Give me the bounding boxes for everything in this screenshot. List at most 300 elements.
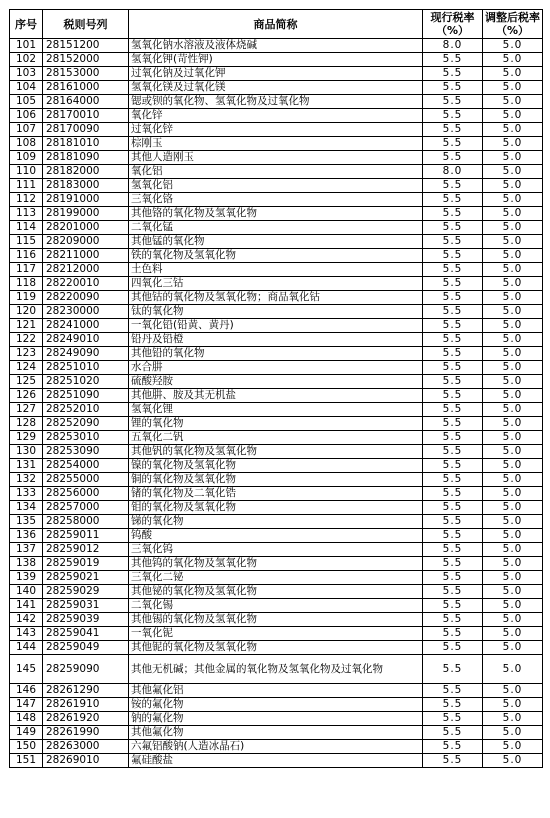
row-adjusted-rate: 5.0	[483, 361, 543, 375]
row-tariff-code: 28209000	[43, 235, 129, 249]
row-adjusted-rate: 5.0	[483, 207, 543, 221]
table-row	[10, 179, 543, 193]
row-adjusted-rate: 5.0	[483, 417, 543, 431]
table-row	[10, 193, 543, 207]
row-product-name: 锶或钡的氧化物、氢氧化物及过氧化物	[129, 95, 423, 109]
row-tariff-code: 28170010	[43, 109, 129, 123]
table-header-row	[10, 10, 543, 39]
row-tariff-code: 28151200	[43, 39, 129, 53]
row-current-rate: 5.5	[423, 473, 483, 487]
row-index: 128	[10, 417, 43, 431]
row-product-name: 氧化铝	[129, 165, 423, 179]
row-product-name: 铁的氧化物及氢氧化物	[129, 249, 423, 263]
row-adjusted-rate: 5.0	[483, 585, 543, 599]
row-tariff-code: 28259021	[43, 571, 129, 585]
row-adjusted-rate: 5.0	[483, 81, 543, 95]
table-row	[10, 165, 543, 179]
row-tariff-code: 28152000	[43, 53, 129, 67]
row-product-name: 氢氧化钾(苛性钾)	[129, 53, 423, 67]
row-index: 147	[10, 698, 43, 712]
row-current-rate: 5.5	[423, 613, 483, 627]
row-adjusted-rate: 5.0	[483, 95, 543, 109]
row-product-name: 土色料	[129, 263, 423, 277]
row-tariff-code: 28259019	[43, 557, 129, 571]
row-adjusted-rate: 5.0	[483, 235, 543, 249]
table-row	[10, 655, 543, 684]
row-product-name: 其他锰的氧化物	[129, 235, 423, 249]
row-adjusted-rate: 5.0	[483, 571, 543, 585]
row-current-rate: 5.5	[423, 655, 483, 684]
row-current-rate: 8.0	[423, 165, 483, 179]
row-adjusted-rate: 5.0	[483, 305, 543, 319]
row-index: 123	[10, 347, 43, 361]
row-current-rate: 5.5	[423, 375, 483, 389]
row-product-name: 其他铌的氧化物及氢氧化物	[129, 641, 423, 655]
table-row	[10, 459, 543, 473]
table-row	[10, 81, 543, 95]
row-product-name: 其他铋的氧化物及氢氧化物	[129, 585, 423, 599]
row-product-name: 三氧化钨	[129, 543, 423, 557]
row-current-rate: 5.5	[423, 179, 483, 193]
row-current-rate: 5.5	[423, 585, 483, 599]
row-index: 101	[10, 39, 43, 53]
row-adjusted-rate: 5.0	[483, 53, 543, 67]
row-index: 114	[10, 221, 43, 235]
row-current-rate: 5.5	[423, 445, 483, 459]
row-current-rate: 5.5	[423, 389, 483, 403]
row-adjusted-rate: 5.0	[483, 515, 543, 529]
row-product-name: 其他肼、胺及其无机盐	[129, 389, 423, 403]
row-adjusted-rate: 5.0	[483, 445, 543, 459]
row-adjusted-rate: 5.0	[483, 641, 543, 655]
row-product-name: 锗的氧化物及二氧化锆	[129, 487, 423, 501]
row-tariff-code: 28259039	[43, 613, 129, 627]
row-index: 112	[10, 193, 43, 207]
row-tariff-code: 28253010	[43, 431, 129, 445]
row-current-rate: 5.5	[423, 543, 483, 557]
row-index: 145	[10, 655, 43, 684]
row-current-rate: 5.5	[423, 361, 483, 375]
row-current-rate: 5.5	[423, 599, 483, 613]
row-tariff-code: 28249090	[43, 347, 129, 361]
row-current-rate: 5.5	[423, 151, 483, 165]
row-index: 110	[10, 165, 43, 179]
row-current-rate: 5.5	[423, 571, 483, 585]
table-row	[10, 754, 543, 768]
row-index: 122	[10, 333, 43, 347]
row-adjusted-rate: 5.0	[483, 291, 543, 305]
row-current-rate: 5.5	[423, 95, 483, 109]
row-current-rate: 5.5	[423, 557, 483, 571]
row-adjusted-rate: 5.0	[483, 67, 543, 81]
row-index: 133	[10, 487, 43, 501]
row-adjusted-rate: 5.0	[483, 501, 543, 515]
table-row	[10, 389, 543, 403]
row-index: 118	[10, 277, 43, 291]
row-index: 144	[10, 641, 43, 655]
row-adjusted-rate: 5.0	[483, 754, 543, 768]
table-row	[10, 417, 543, 431]
row-current-rate: 5.5	[423, 740, 483, 754]
row-tariff-code: 28254000	[43, 459, 129, 473]
table-row	[10, 137, 543, 151]
row-product-name: 二氧化锰	[129, 221, 423, 235]
table-row	[10, 109, 543, 123]
row-tariff-code: 28253090	[43, 445, 129, 459]
table-row	[10, 319, 543, 333]
row-index: 105	[10, 95, 43, 109]
row-adjusted-rate: 5.0	[483, 459, 543, 473]
row-tariff-code: 28252010	[43, 403, 129, 417]
table-row	[10, 557, 543, 571]
row-product-name: 氧化锌	[129, 109, 423, 123]
row-product-name: 六氟铝酸钠(人造冰晶石)	[129, 740, 423, 754]
row-index: 117	[10, 263, 43, 277]
row-current-rate: 5.5	[423, 529, 483, 543]
table-row	[10, 431, 543, 445]
row-product-name: 其他钒的氧化物及氢氧化物	[129, 445, 423, 459]
row-adjusted-rate: 5.0	[483, 249, 543, 263]
row-adjusted-rate: 5.0	[483, 109, 543, 123]
row-current-rate: 5.5	[423, 403, 483, 417]
row-product-name: 其他铬的氧化物及氢氧化物	[129, 207, 423, 221]
row-product-name: 锑的氧化物	[129, 515, 423, 529]
row-product-name: 其他铅的氧化物	[129, 347, 423, 361]
row-tariff-code: 28220090	[43, 291, 129, 305]
row-tariff-code: 28211000	[43, 249, 129, 263]
row-index: 109	[10, 151, 43, 165]
row-adjusted-rate: 5.0	[483, 740, 543, 754]
table-row	[10, 487, 543, 501]
row-product-name: 氟硅酸盐	[129, 754, 423, 768]
row-current-rate: 5.5	[423, 333, 483, 347]
row-current-rate: 5.5	[423, 263, 483, 277]
row-product-name: 三氧化铬	[129, 193, 423, 207]
row-tariff-code: 28181010	[43, 137, 129, 151]
row-index: 111	[10, 179, 43, 193]
row-product-name: 硫酸羟胺	[129, 375, 423, 389]
row-adjusted-rate: 5.0	[483, 698, 543, 712]
table-row	[10, 347, 543, 361]
row-index: 141	[10, 599, 43, 613]
table-row	[10, 305, 543, 319]
row-index: 126	[10, 389, 43, 403]
row-current-rate: 5.5	[423, 726, 483, 740]
table-row	[10, 53, 543, 67]
row-index: 135	[10, 515, 43, 529]
row-adjusted-rate: 5.0	[483, 627, 543, 641]
row-adjusted-rate: 5.0	[483, 726, 543, 740]
row-tariff-code: 28191000	[43, 193, 129, 207]
row-adjusted-rate: 5.0	[483, 193, 543, 207]
row-product-name: 四氧化三钴	[129, 277, 423, 291]
row-tariff-code: 28259090	[43, 655, 129, 684]
row-index: 116	[10, 249, 43, 263]
table-row	[10, 263, 543, 277]
row-tariff-code: 28261920	[43, 712, 129, 726]
row-index: 137	[10, 543, 43, 557]
row-tariff-code: 28259041	[43, 627, 129, 641]
row-tariff-code: 28259029	[43, 585, 129, 599]
table-row	[10, 445, 543, 459]
row-current-rate: 5.5	[423, 235, 483, 249]
header-adjusted-rate: 调整后税率（%）	[483, 10, 543, 39]
table-row	[10, 501, 543, 515]
row-current-rate: 5.5	[423, 754, 483, 768]
table-row	[10, 627, 543, 641]
row-index: 131	[10, 459, 43, 473]
row-current-rate: 5.5	[423, 319, 483, 333]
row-tariff-code: 28170090	[43, 123, 129, 137]
row-index: 134	[10, 501, 43, 515]
row-index: 108	[10, 137, 43, 151]
row-adjusted-rate: 5.0	[483, 137, 543, 151]
row-index: 125	[10, 375, 43, 389]
table-row	[10, 712, 543, 726]
table-row	[10, 599, 543, 613]
row-tariff-code: 28161000	[43, 81, 129, 95]
row-current-rate: 5.5	[423, 249, 483, 263]
row-adjusted-rate: 5.0	[483, 487, 543, 501]
row-index: 121	[10, 319, 43, 333]
row-product-name: 钨酸	[129, 529, 423, 543]
row-current-rate: 5.5	[423, 207, 483, 221]
table-row	[10, 684, 543, 698]
row-current-rate: 5.5	[423, 712, 483, 726]
row-tariff-code: 28255000	[43, 473, 129, 487]
row-product-name: 铵的氟化物	[129, 698, 423, 712]
row-tariff-code: 28182000	[43, 165, 129, 179]
table-row	[10, 740, 543, 754]
row-adjusted-rate: 5.0	[483, 529, 543, 543]
row-product-name: 一氧化铅(铅黄、黄丹)	[129, 319, 423, 333]
row-index: 104	[10, 81, 43, 95]
row-index: 107	[10, 123, 43, 137]
row-index: 124	[10, 361, 43, 375]
row-tariff-code: 28259011	[43, 529, 129, 543]
row-index: 146	[10, 684, 43, 698]
table-row	[10, 39, 543, 53]
row-product-name: 钠的氟化物	[129, 712, 423, 726]
row-adjusted-rate: 5.0	[483, 179, 543, 193]
row-index: 129	[10, 431, 43, 445]
row-current-rate: 5.5	[423, 431, 483, 445]
table-row	[10, 641, 543, 655]
table-row	[10, 571, 543, 585]
row-current-rate: 5.5	[423, 417, 483, 431]
row-current-rate: 5.5	[423, 53, 483, 67]
row-product-name: 其他氟化铝	[129, 684, 423, 698]
row-adjusted-rate: 5.0	[483, 123, 543, 137]
table-row	[10, 403, 543, 417]
row-product-name: 氢氧化镁及过氧化镁	[129, 81, 423, 95]
header-index: 序号	[10, 10, 43, 39]
row-current-rate: 5.5	[423, 109, 483, 123]
row-current-rate: 5.5	[423, 347, 483, 361]
row-tariff-code: 28258000	[43, 515, 129, 529]
row-product-name: 氢氧化钠水溶液及液体烧碱	[129, 39, 423, 53]
table-row	[10, 613, 543, 627]
row-product-name: 五氧化二钒	[129, 431, 423, 445]
row-index: 150	[10, 740, 43, 754]
row-product-name: 二氧化锡	[129, 599, 423, 613]
row-product-name: 钛的氧化物	[129, 305, 423, 319]
row-tariff-code: 28251020	[43, 375, 129, 389]
row-adjusted-rate: 5.0	[483, 165, 543, 179]
row-adjusted-rate: 5.0	[483, 684, 543, 698]
row-index: 106	[10, 109, 43, 123]
row-current-rate: 5.5	[423, 515, 483, 529]
row-current-rate: 5.5	[423, 487, 483, 501]
row-tariff-code: 28251090	[43, 389, 129, 403]
row-product-name: 其他氟化物	[129, 726, 423, 740]
row-tariff-code: 28241000	[43, 319, 129, 333]
table-row	[10, 151, 543, 165]
row-adjusted-rate: 5.0	[483, 221, 543, 235]
row-current-rate: 5.5	[423, 684, 483, 698]
row-tariff-code: 28212000	[43, 263, 129, 277]
row-adjusted-rate: 5.0	[483, 151, 543, 165]
row-index: 151	[10, 754, 43, 768]
row-index: 130	[10, 445, 43, 459]
row-tariff-code: 28153000	[43, 67, 129, 81]
row-product-name: 过氧化锌	[129, 123, 423, 137]
row-product-name: 三氧化二铋	[129, 571, 423, 585]
row-tariff-code: 28259012	[43, 543, 129, 557]
row-product-name: 铜的氧化物及氢氧化物	[129, 473, 423, 487]
row-tariff-code: 28183000	[43, 179, 129, 193]
row-index: 139	[10, 571, 43, 585]
row-index: 132	[10, 473, 43, 487]
row-product-name: 氢氧化铝	[129, 179, 423, 193]
row-adjusted-rate: 5.0	[483, 389, 543, 403]
table-row	[10, 277, 543, 291]
row-current-rate: 5.5	[423, 698, 483, 712]
row-index: 120	[10, 305, 43, 319]
table-row	[10, 585, 543, 599]
row-current-rate: 5.5	[423, 291, 483, 305]
row-current-rate: 8.0	[423, 39, 483, 53]
row-index: 136	[10, 529, 43, 543]
row-current-rate: 5.5	[423, 501, 483, 515]
header-current-rate: 现行税率（%）	[423, 10, 483, 39]
row-adjusted-rate: 5.0	[483, 403, 543, 417]
row-adjusted-rate: 5.0	[483, 375, 543, 389]
row-current-rate: 5.5	[423, 81, 483, 95]
table-row	[10, 361, 543, 375]
row-tariff-code: 28181090	[43, 151, 129, 165]
row-product-name: 锂的氧化物	[129, 417, 423, 431]
row-index: 102	[10, 53, 43, 67]
row-tariff-code: 28220010	[43, 277, 129, 291]
row-adjusted-rate: 5.0	[483, 613, 543, 627]
row-index: 140	[10, 585, 43, 599]
table-body	[10, 39, 543, 768]
row-product-name: 其他钴的氧化物及氢氧化物；商品氧化钴	[129, 291, 423, 305]
row-adjusted-rate: 5.0	[483, 319, 543, 333]
row-index: 148	[10, 712, 43, 726]
row-index: 149	[10, 726, 43, 740]
row-product-name: 其他无机碱；其他金属的氧化物及氢氧化物及过氧化物	[129, 655, 423, 684]
row-product-name: 其他锡的氧化物及氢氧化物	[129, 613, 423, 627]
row-current-rate: 5.5	[423, 641, 483, 655]
row-current-rate: 5.5	[423, 305, 483, 319]
table-row	[10, 221, 543, 235]
table-row	[10, 529, 543, 543]
table-row	[10, 95, 543, 109]
table-row	[10, 235, 543, 249]
row-tariff-code: 28230000	[43, 305, 129, 319]
row-current-rate: 5.5	[423, 123, 483, 137]
row-adjusted-rate: 5.0	[483, 655, 543, 684]
row-adjusted-rate: 5.0	[483, 557, 543, 571]
row-product-name: 过氧化钠及过氧化钾	[129, 67, 423, 81]
row-tariff-code: 28269010	[43, 754, 129, 768]
row-adjusted-rate: 5.0	[483, 333, 543, 347]
row-tariff-code: 28251010	[43, 361, 129, 375]
row-current-rate: 5.5	[423, 627, 483, 641]
row-adjusted-rate: 5.0	[483, 39, 543, 53]
row-tariff-code: 28261290	[43, 684, 129, 698]
row-adjusted-rate: 5.0	[483, 263, 543, 277]
tariff-table-container	[9, 9, 542, 768]
row-index: 138	[10, 557, 43, 571]
row-tariff-code: 28249010	[43, 333, 129, 347]
row-adjusted-rate: 5.0	[483, 473, 543, 487]
row-tariff-code: 28164000	[43, 95, 129, 109]
row-adjusted-rate: 5.0	[483, 543, 543, 557]
table-row	[10, 249, 543, 263]
row-tariff-code: 28261910	[43, 698, 129, 712]
table-row	[10, 515, 543, 529]
row-adjusted-rate: 5.0	[483, 599, 543, 613]
row-product-name: 水合肼	[129, 361, 423, 375]
row-index: 142	[10, 613, 43, 627]
table-row	[10, 473, 543, 487]
table-row	[10, 67, 543, 81]
row-tariff-code: 28263000	[43, 740, 129, 754]
table-row	[10, 207, 543, 221]
row-product-name: 其他人造刚玉	[129, 151, 423, 165]
table-row	[10, 698, 543, 712]
row-current-rate: 5.5	[423, 221, 483, 235]
row-index: 103	[10, 67, 43, 81]
row-product-name: 其他钨的氧化物及氢氧化物	[129, 557, 423, 571]
row-product-name: 铅丹及铅橙	[129, 333, 423, 347]
table-row	[10, 543, 543, 557]
row-tariff-code: 28256000	[43, 487, 129, 501]
row-product-name: 一氧化铌	[129, 627, 423, 641]
row-index: 119	[10, 291, 43, 305]
row-index: 127	[10, 403, 43, 417]
row-adjusted-rate: 5.0	[483, 347, 543, 361]
header-tariff-code: 税则号列	[43, 10, 129, 39]
row-current-rate: 5.5	[423, 137, 483, 151]
row-tariff-code: 28259049	[43, 641, 129, 655]
table-row	[10, 375, 543, 389]
row-product-name: 棕刚玉	[129, 137, 423, 151]
table-row	[10, 726, 543, 740]
row-tariff-code: 28199000	[43, 207, 129, 221]
table-row	[10, 333, 543, 347]
row-product-name: 氢氧化锂	[129, 403, 423, 417]
row-index: 143	[10, 627, 43, 641]
row-tariff-code: 28261990	[43, 726, 129, 740]
row-adjusted-rate: 5.0	[483, 712, 543, 726]
row-tariff-code: 28257000	[43, 501, 129, 515]
row-current-rate: 5.5	[423, 277, 483, 291]
row-adjusted-rate: 5.0	[483, 277, 543, 291]
